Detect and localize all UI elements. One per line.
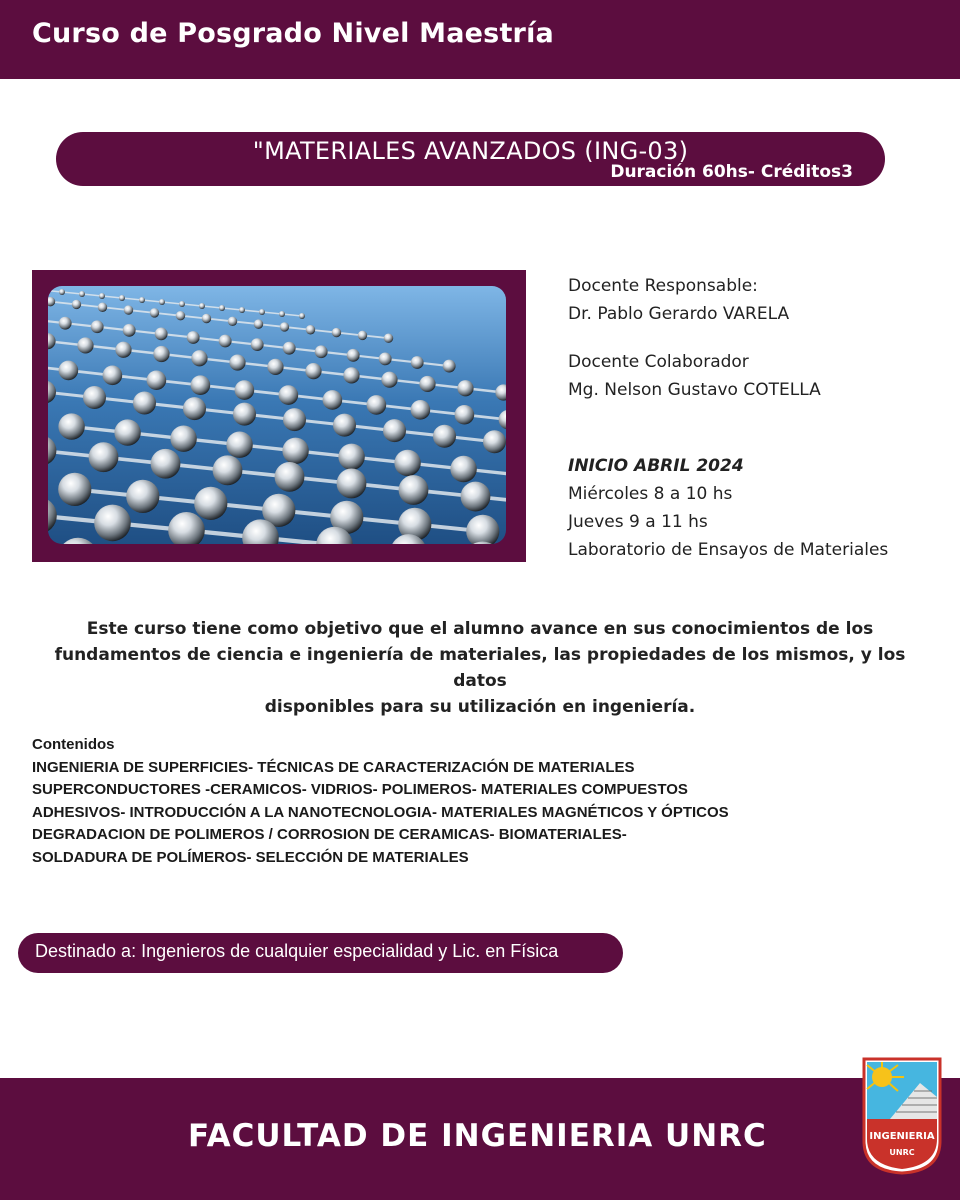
lattice-atom bbox=[279, 385, 299, 405]
lattice-atom bbox=[323, 390, 343, 410]
lattice-atom bbox=[103, 366, 123, 386]
lattice-atom bbox=[275, 462, 305, 492]
lattice-atom bbox=[91, 320, 104, 333]
lattice-atom bbox=[123, 324, 136, 337]
lattice-atom bbox=[119, 295, 125, 301]
lattice-atom bbox=[219, 335, 232, 348]
lattice-atom bbox=[191, 375, 211, 395]
lattice-atom bbox=[155, 327, 168, 340]
lattice-atom bbox=[411, 356, 424, 369]
lattice-atom bbox=[251, 338, 264, 351]
lattice-atom bbox=[183, 397, 206, 420]
lattice-atom bbox=[94, 505, 131, 542]
lattice-atom bbox=[59, 317, 72, 330]
lattice-atom bbox=[384, 333, 393, 342]
lattice-atom bbox=[455, 405, 475, 425]
lattice-atom bbox=[332, 328, 341, 337]
collaborator-label: Docente Colaborador bbox=[568, 352, 749, 372]
lattice-atom bbox=[443, 360, 456, 373]
lattice-atom bbox=[283, 342, 296, 355]
lattice-atom bbox=[126, 480, 159, 513]
lattice-atom bbox=[187, 331, 200, 344]
course-name: "MATERIALES AVANZADOS (ING-03) bbox=[252, 137, 689, 165]
objective-line: disponibles para su utilización en ingeniería. bbox=[264, 697, 696, 717]
lattice-atom bbox=[305, 363, 321, 379]
lattice-atom bbox=[457, 380, 473, 396]
schedule-day-2: Jueves 9 a 11 hs bbox=[568, 512, 708, 532]
lattice-atom bbox=[411, 400, 431, 420]
lattice-atom bbox=[59, 361, 79, 381]
lattice-atom bbox=[213, 455, 243, 485]
lattice-atom bbox=[219, 305, 225, 311]
lattice-atom bbox=[233, 403, 256, 426]
lattice-atom bbox=[79, 291, 85, 297]
responsible-label: Docente Responsable: bbox=[568, 276, 758, 296]
lattice-atom bbox=[279, 311, 285, 317]
contents-line: ADHESIVOS- INTRODUCCIÓN A LA NANOTECNOLOGIA- MATERIALES MAGNÉTICOS Y ÓPTICOS bbox=[32, 803, 729, 821]
lattice-atom bbox=[343, 367, 359, 383]
lattice-atom bbox=[399, 475, 429, 505]
course-contents bbox=[32, 734, 932, 869]
lattice-atom bbox=[99, 293, 105, 299]
lattice-atom bbox=[115, 342, 131, 358]
contents-heading: Contenidos bbox=[32, 736, 115, 753]
target-audience-banner bbox=[18, 933, 623, 973]
lattice-atom bbox=[282, 438, 308, 464]
lattice-atom bbox=[159, 299, 165, 305]
lattice-atom bbox=[347, 349, 360, 362]
lattice-atom bbox=[299, 313, 305, 319]
objective-line: Este curso tiene como objetivo que el alumno avance en sus conocimientos de los bbox=[86, 619, 874, 639]
schedule-day-1: Miércoles 8 a 10 hs bbox=[568, 484, 733, 504]
contents-line: SOLDADURA DE POLÍMEROS- SELECCIÓN DE MATERIALES bbox=[32, 848, 469, 866]
lattice-atom bbox=[59, 289, 65, 295]
lattice-atom bbox=[394, 450, 420, 476]
lattice-atom bbox=[383, 419, 406, 442]
lattice-atom bbox=[191, 350, 207, 366]
lattice-atom bbox=[461, 482, 491, 512]
course-duration-credits: Duración 60hs- Créditos3 bbox=[610, 162, 853, 182]
lattice-atom bbox=[419, 376, 435, 392]
responsible-name: Dr. Pablo Gerardo VARELA bbox=[568, 304, 790, 324]
logo-text-bottom: UNRC bbox=[889, 1148, 915, 1157]
lattice-atom bbox=[139, 297, 145, 303]
lattice-atom bbox=[147, 370, 167, 390]
lattice-atom bbox=[199, 303, 205, 309]
start-date: INICIO ABRIL 2024 bbox=[568, 456, 744, 476]
lattice-atom bbox=[338, 444, 364, 470]
lattice-atom bbox=[202, 314, 211, 323]
lattice-atom bbox=[433, 425, 456, 448]
schedule-place: Laboratorio de Ensayos de Materiales bbox=[568, 540, 889, 560]
lattice-atom bbox=[72, 300, 81, 309]
lattice-atom bbox=[450, 456, 476, 482]
lattice-atom bbox=[98, 303, 107, 312]
lattice-atom bbox=[337, 469, 367, 499]
contents-line: SUPERCONDUCTORES -CERAMICOS- VIDRIOS- POLIMEROS- MATERIALES COMPUESTOS bbox=[32, 781, 688, 798]
lattice-atom bbox=[254, 319, 263, 328]
lattice-atom bbox=[483, 430, 506, 453]
lattice-atom bbox=[235, 380, 255, 400]
logo-text-top: INGENIERIA bbox=[869, 1131, 935, 1142]
lattice-atom bbox=[179, 301, 185, 307]
collaborator-name: Mg. Nelson Gustavo COTELLA bbox=[568, 380, 821, 400]
contents-line: INGENIERIA DE SUPERFICIES- TÉCNICAS DE CARACTERIZACIÓN DE MATERIALES bbox=[32, 758, 635, 776]
footer-bar bbox=[0, 1078, 960, 1200]
faculty-sun-logo bbox=[862, 1057, 942, 1175]
lattice-atom bbox=[259, 309, 265, 315]
lattice-atom bbox=[58, 473, 91, 506]
lattice-atom bbox=[283, 408, 306, 431]
lattice-atom bbox=[124, 305, 133, 314]
lattice-atom bbox=[229, 354, 245, 370]
lattice-atom bbox=[176, 311, 185, 320]
lattice-atom bbox=[77, 337, 93, 353]
lattice-atom bbox=[358, 331, 367, 340]
lattice-atom bbox=[151, 449, 181, 479]
course-title-banner bbox=[56, 132, 885, 186]
nanomaterial-lattice-image bbox=[48, 286, 506, 544]
header-bar bbox=[0, 0, 960, 79]
lattice-atom bbox=[153, 346, 169, 362]
course-objective bbox=[30, 616, 930, 720]
faculty-name: FACULTAD DE INGENIERIA UNRC bbox=[188, 1118, 767, 1154]
lattice-atom bbox=[239, 307, 245, 313]
target-audience-text: Destinado a: Ingenieros de cualquier especialidad y Lic. en Física bbox=[35, 941, 559, 961]
lattice-atom bbox=[58, 413, 84, 439]
lattice-atom bbox=[89, 442, 119, 472]
lattice-atom bbox=[267, 359, 283, 375]
lattice-atom bbox=[228, 317, 237, 326]
lattice-atom bbox=[133, 392, 156, 415]
lattice-atom bbox=[194, 487, 227, 520]
lattice-atom bbox=[333, 414, 356, 437]
lattice-atom bbox=[83, 386, 106, 409]
page-title: Curso de Posgrado Nivel Maestría bbox=[32, 18, 554, 49]
lattice-atom bbox=[226, 432, 252, 458]
lattice-atom bbox=[381, 372, 397, 388]
lattice-atom bbox=[280, 322, 289, 331]
course-image-frame bbox=[32, 270, 526, 562]
lattice-atom bbox=[306, 325, 315, 334]
lattice-atom bbox=[170, 425, 196, 451]
lattice-atom bbox=[379, 352, 392, 365]
lattice-atom bbox=[315, 345, 328, 358]
objective-line: fundamentos de ciencia e ingeniería de materiales, las propiedades de los mismos, y los datos bbox=[54, 645, 906, 691]
lattice-atom bbox=[367, 395, 387, 415]
contents-line: DEGRADACION DE POLIMEROS / CORROSION DE CERAMICAS- BIOMATERIALES- bbox=[32, 826, 627, 843]
lattice-atom bbox=[150, 308, 159, 317]
course-info bbox=[568, 272, 948, 564]
lattice-atom bbox=[114, 419, 140, 445]
